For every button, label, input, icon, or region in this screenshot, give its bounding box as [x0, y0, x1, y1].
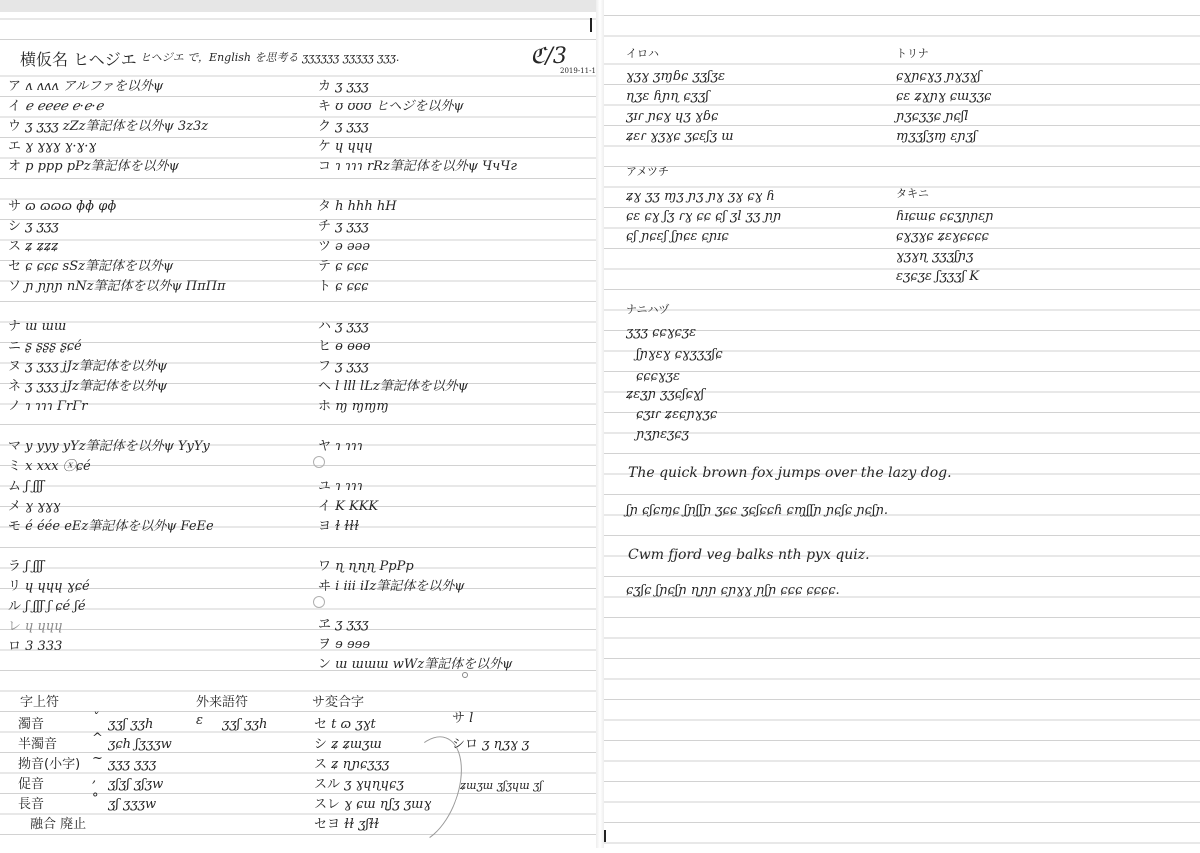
- cursive-line: ʃɲɣɛɣ ɕɣʒʒʒʃɕ: [636, 347, 723, 362]
- cursive-line: ɣʒɣ ʒɱɓɕ ʒʒʃʒɛ: [626, 69, 725, 84]
- foreign-marks-heading: 外来語符: [196, 695, 249, 710]
- diacritic-label: 拗音(小字): [18, 757, 81, 772]
- cursive-line: ɕɛ ɕɣ ʃʒ ɾɣ ɕɕ ɕʃ ʒl ʒʒ ɲɲ: [626, 209, 782, 224]
- block-heading: タキニ: [896, 187, 929, 200]
- block-heading: トリナ: [896, 47, 929, 60]
- sa-variants-heading: サ変合字: [312, 695, 365, 710]
- ink-dot: [462, 672, 468, 678]
- cursive-line: ɕɣʒɣɕ ʑɛɣɕɕɕɕ: [896, 229, 989, 244]
- left-page: [0, 0, 596, 848]
- foreign-mark-symbol: ε: [196, 713, 203, 728]
- sa-variant-extra: サ l: [452, 711, 474, 726]
- kana-row: タ h hhh hH: [318, 199, 397, 214]
- kana-row: ヒ ɵ ɵɵɵ: [318, 339, 371, 354]
- kana-row: キ ʊ ʊʊʊ ヒヘジを以外ψ: [318, 99, 464, 114]
- cursive-line: ʑɛɾ ɣʒɣɕ ʒɕɛʃʒ ɯ: [626, 129, 734, 144]
- diacritic-mark: ^: [92, 731, 103, 746]
- kana-row: ソ ɲ ɲɲɲ nNz筆記体を以外ψ ΠπΠπ: [8, 279, 226, 294]
- kana-row: ワ ɳ ɳɳɳ PpPp: [318, 559, 414, 574]
- diacritic-mark: ~: [92, 751, 103, 766]
- diacritic-label: 濁音: [18, 717, 45, 732]
- diacritic-label: 長音: [18, 797, 45, 812]
- kana-row: ヨ ɫ ɫɫɫ: [318, 519, 360, 534]
- kana-row: チ ʒ ʒʒʒ: [318, 219, 369, 234]
- kana-row: ン ɯ ɯɯɯ wWz筆記体を以外ψ: [318, 657, 513, 672]
- page-title: 横仮名 ヒヘジエ: [20, 50, 137, 69]
- sa-variant-row: シ ʑ ʑɯʒɯ: [314, 737, 382, 752]
- kana-row: ロ 3 333: [8, 639, 63, 654]
- diacritic-example: ʒʃ ʒʒʒw: [108, 797, 157, 812]
- cursive-line: ɕʃ ɲɕɛʃ ʃɲɕɛ ɕɲɪɕ: [626, 229, 729, 244]
- kana-row: セ ɕ ɕɕɕ sSz筆記体を以外ψ: [8, 259, 174, 274]
- kana-row: ヱ ʒ ʒʒʒ: [318, 617, 369, 632]
- kana-row: ヤ ɿ ɿɿɿ: [318, 439, 363, 454]
- kana-row: ヰ i iii iIz筆記体を以外ψ: [318, 579, 465, 594]
- empty-slot-circle: [313, 456, 325, 468]
- kana-row: カ ʒ ʒʒʒ: [318, 79, 369, 94]
- kana-row: マ y yyy yYz筆記体を以外ψ YyYy: [8, 439, 210, 454]
- diacritics-footer: 融合 廃止: [30, 817, 87, 832]
- sa-variant-extra: ʑɯʒɯ ʒʃʒɥɯ ʒʃ: [460, 779, 543, 792]
- kana-row: イ ℯ ℯℯℯℯ ℯ·ℯ·ℯ: [8, 99, 104, 114]
- cursive-line: ɕɛ ʑɣɲɣ ɕɯʒʒɕ: [896, 89, 992, 104]
- kana-row: ネ ʒ ʒʒʒ jJz筆記体を以外ψ: [8, 379, 168, 394]
- kana-row: ナ ɯ ɯɯ: [8, 319, 67, 334]
- cursive-line: ʒɪɾ ɲɕɣ ɥʒ ɣɓɕ: [626, 109, 719, 124]
- diacritic-label: 促音: [18, 777, 45, 792]
- cursive-line: ɲʒɕʒʒɕ ɲɕʃl: [896, 109, 969, 124]
- cursive-line: ɦɪɕɯɕ ɕɕʒɲɲɛɲ: [896, 209, 994, 224]
- kana-row: フ ʒ ʒʒʒ: [318, 359, 369, 374]
- kana-row: ア ʌ ʌʌʌ アルファを以外ψ: [8, 79, 164, 94]
- sa-variant-row: スレ ɣ ɕɯ ɳʃʒ ʒɯɣ: [314, 797, 432, 812]
- kana-row: テ ɕ ɕɕɕ: [318, 259, 369, 274]
- empty-slot-circle: [313, 596, 325, 608]
- kana-row: ス ʑ ʑʑʑ: [8, 239, 59, 254]
- kana-row: ハ ʒ ʒʒʒ: [318, 319, 369, 334]
- cursive-line: ɕɣɲɕɣʒ ɲɣʒɣʃ: [896, 69, 981, 84]
- kana-row: ユ ɿ ɿɿɿ: [318, 479, 363, 494]
- diacritics-heading: 字上符: [20, 695, 60, 710]
- block-heading: アメツチ: [626, 165, 670, 178]
- kana-row: レ ɥ ɥɥɥ: [8, 619, 63, 634]
- transliterated-pangram: ɕʒʃɕ ʃɲɕʃɲ ɳɲɲ ɕɲɣɣ ɲʃɲ ɕɕɕ ɕɕɕɕ.: [626, 583, 840, 598]
- kana-row: ホ ɱ ɱɱɱ: [318, 399, 389, 414]
- kana-row: ル ʃ ʃʃʃ ʃ ɕé ʃé: [8, 599, 86, 614]
- right-page: [604, 0, 1200, 848]
- cursive-line: ɲʒɲɛʒɕʒ: [636, 427, 690, 442]
- cursive-line: ɕɕɕɣʒɛ: [636, 369, 680, 384]
- kana-row: ウ ʒ ʒʒʒ zZz筆記体を以外ψ 3z3z: [8, 119, 209, 134]
- cursive-line: ʑɣ ʒʒ ɱʒ ɲʒ ɲɣ ʒɣ ɕɣ ɦ: [626, 189, 775, 204]
- kana-row: ケ ɥ ɥɥɥ: [318, 139, 373, 154]
- sa-variant-row: ス ʑ ɳɲɕʒʒʒ: [314, 757, 390, 772]
- cursive-line: ɣʒɣɳ ʒʒʒʃɲʒ: [896, 249, 974, 264]
- kana-row: ト ɕ ɕɕɕ: [318, 279, 369, 294]
- cursive-line: ʒʒʒ ɕɕɣɕʒɛ: [626, 325, 697, 340]
- page-subtitle: ヒヘジエ で，English を思考る ʒʒʒʒʒʒ ʒʒʒʒʒ ʒʒʒ.: [140, 51, 400, 64]
- diacritic-example: ʒʃʒʃ ʒʃʒw: [108, 777, 164, 792]
- diacritic-example: ʒɕh ʃʒʒʒw: [108, 737, 172, 752]
- page-gutter: [596, 0, 604, 848]
- page-corner-mark: [604, 830, 606, 842]
- sa-variant-row: セヨ ɫɫ ʒʃɫɫ: [314, 817, 379, 832]
- english-pangram: The quick brown fox jumps over the lazy dog.: [628, 465, 952, 481]
- kana-row: ノ ɿ ɿɿɿ ΓrΓr: [8, 399, 88, 414]
- kana-row: ヲ ɘ ɘɘɘ: [318, 637, 371, 652]
- foreign-mark-example: ʒʒʃ ʒʒh: [222, 717, 268, 732]
- diacritic-mark: °: [92, 791, 99, 806]
- kana-row: イ K KKK: [318, 499, 379, 514]
- diacritic-mark: ,: [92, 771, 97, 786]
- diacritic-example: ʒʒʒ ʒʒʒ: [108, 757, 157, 772]
- kana-row: ヘ l lll lLz筆記体を以外ψ: [318, 379, 468, 394]
- cursive-line: ɳʒɛ ɦɲɳ ɕʒʒʃ: [626, 89, 709, 104]
- block-heading: イロハ: [626, 47, 659, 60]
- cursive-line: ɕʒɪɾ ʑɛɕɲɣʒɕ: [636, 407, 718, 422]
- sa-variant-row: セ t ɷ ʒɣt: [314, 717, 376, 732]
- kana-row: ツ ə əəə: [318, 239, 371, 254]
- kana-row: ラ ʃ ʃʃʃ: [8, 559, 44, 574]
- kana-row: ク ʒ ʒʒʒ: [318, 119, 369, 134]
- sa-variant-row: スル ʒ ɣɥɳɥɕʒ: [314, 777, 404, 792]
- diacritic-mark: ˇ: [92, 711, 99, 726]
- kana-row: エ ɣ ɣɣɣ ɣ·ɣ·ɣ: [8, 139, 97, 154]
- signature-mark: ℭ/3: [530, 44, 567, 69]
- kana-row: ム ʃ ʃʃʃ: [8, 479, 44, 494]
- kana-row: オ p ppp pPz筆記体を以外ψ: [8, 159, 179, 174]
- page-date: 2019-11-1: [560, 67, 596, 75]
- transliterated-pangram: ʃɲ ɕʃɕɱɕ ʃɲʃʃɲ ʒɕɕ ʒɕʃɕɕɦ ɕɱʃʃɲ ɲɕʃɕ ɲɕʃɲ.: [626, 503, 888, 518]
- block-heading: ナニハヅ: [626, 303, 670, 316]
- english-pangram: Cwm fjord veg balks nth pyx quiz.: [628, 547, 870, 563]
- cursive-line: ʑɛʒɲ ʒʒɕʃɕɣʃ: [626, 387, 705, 402]
- kana-row: シ ʒ ʒʒʒ: [8, 219, 59, 234]
- cursive-line: ɱʒʒʃʒɱ ɛɲʒʃ: [896, 129, 977, 144]
- sa-variant-extra: シロ ʒ ɳʒɣ ʒ: [452, 737, 530, 752]
- kana-row: ニ ʂ ʂʂʂ ʂɕé: [8, 339, 82, 354]
- diacritic-example: ʒʒʃ ʒʒh: [108, 717, 154, 732]
- kana-row: コ ɿ ɿɿɿ rRz筆記体を以外ψ ЧчЧг: [318, 159, 517, 174]
- diacritic-label: 半濁音: [18, 737, 58, 752]
- kana-row: ヌ ʒ ʒʒʒ jJz筆記体を以外ψ: [8, 359, 168, 374]
- kana-row: リ ɥ ɥɥɥ ɣɕé: [8, 579, 90, 594]
- kana-row: メ ɣ ɣɣɣ: [8, 499, 61, 514]
- cursive-line: ɛʒɕʒɛ ʃʒʒʒʃ K: [896, 269, 979, 284]
- kana-row: モ é éée eEz筆記体を以外ψ FeEe: [8, 519, 214, 534]
- kana-row: サ ɷ ɷɷɷ ɸɸ φɸ: [8, 199, 117, 214]
- kana-row: ミ x xxx ⓧɕé: [8, 459, 91, 474]
- page-corner-mark: [590, 18, 592, 32]
